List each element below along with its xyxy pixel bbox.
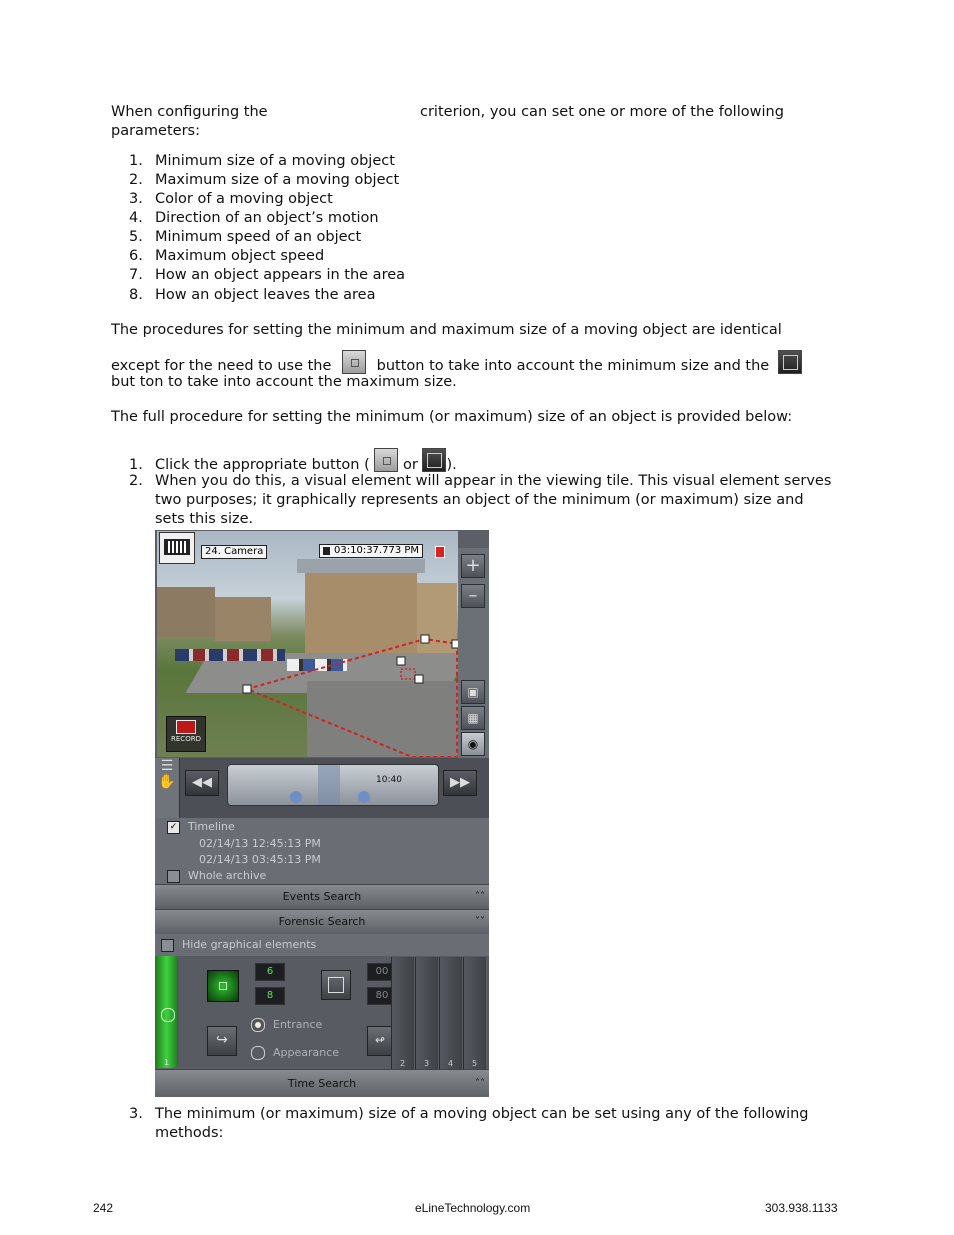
chevron-down-icon: ˅˅ xyxy=(475,916,485,927)
max-size-tool-button[interactable] xyxy=(321,970,351,1000)
timeline-label: Timeline xyxy=(188,820,235,833)
zoom-out-button[interactable]: – xyxy=(461,584,485,608)
prev-frame-icon[interactable] xyxy=(290,791,302,803)
intro-line-1b xyxy=(420,103,784,122)
events-search-header[interactable] xyxy=(155,884,489,909)
timeline-checkbox[interactable]: ✓ xyxy=(167,821,180,834)
eye-icon[interactable]: ◉ xyxy=(461,732,485,756)
record-label: RECORD xyxy=(171,735,201,743)
min-height-field[interactable]: 8 xyxy=(255,987,285,1005)
hide-graphical-label: Hide graphical elements xyxy=(182,938,317,951)
tool-column-2[interactable] xyxy=(391,957,414,1069)
software-screenshot xyxy=(155,530,489,1097)
intro-line-1 xyxy=(111,103,268,122)
alarm-icon xyxy=(435,546,445,558)
rewind-button[interactable]: ◀◀ xyxy=(185,770,219,796)
tool-column-3[interactable] xyxy=(415,957,438,1069)
min-size-button-icon xyxy=(342,350,366,374)
timeline-options xyxy=(155,818,489,884)
pause-icon xyxy=(323,547,330,555)
min-width-field[interactable]: 6 xyxy=(255,963,285,981)
column-number-2: 2 xyxy=(400,1059,406,1068)
max-size-button-icon-2 xyxy=(422,448,446,472)
min-size-button-icon-2 xyxy=(374,448,398,472)
exit-tool-button[interactable]: ↫ xyxy=(367,1026,393,1056)
time-marker: 10:40 xyxy=(376,775,402,785)
forensic-search-header[interactable] xyxy=(155,909,489,934)
appearance-label: Appearance xyxy=(273,1046,340,1059)
record-icon xyxy=(176,720,196,734)
page-number: 242 xyxy=(93,1201,114,1215)
record-button[interactable] xyxy=(166,716,206,752)
parameter-item xyxy=(129,209,379,228)
timeline-track[interactable] xyxy=(227,764,439,806)
procedures-text-2b: button to take into account the minimum size and the xyxy=(376,358,770,374)
timeline-to: 02/14/13 03:45:13 PM xyxy=(199,853,321,866)
parameter-number: 8. xyxy=(129,287,143,303)
parameter-text: Maximum object speed xyxy=(155,248,325,264)
parameter-number: 5. xyxy=(129,229,143,245)
events-search-label: Events Search xyxy=(282,890,362,903)
parameter-text: Color of a moving object xyxy=(155,191,333,207)
chevron-up-icon: ˄˄ xyxy=(475,891,485,902)
hand-tool-icon[interactable]: ☰ ✋ xyxy=(155,758,180,818)
entrance-option[interactable] xyxy=(251,1018,322,1032)
parameter-item xyxy=(129,286,375,305)
column-number-3: 3 xyxy=(424,1059,430,1068)
whole-archive-option[interactable] xyxy=(167,869,266,883)
camera-label: 24. Camera xyxy=(201,545,267,559)
timestamp-text: 03:10:37.773 PM xyxy=(334,545,420,556)
entrance-radio[interactable] xyxy=(251,1018,265,1032)
timeline-cursor[interactable] xyxy=(318,765,340,805)
column-number-1: 1 xyxy=(164,1058,170,1067)
step-2-line-1 xyxy=(129,472,831,491)
parameter-number: 1. xyxy=(129,153,143,169)
step-2-line-3: sets this size. xyxy=(155,511,254,527)
parameter-text: Minimum size of a moving object xyxy=(155,153,395,169)
appearance-option[interactable] xyxy=(251,1046,339,1060)
whole-archive-label: Whole archive xyxy=(188,869,267,882)
parameter-text: Maximum size of a moving object xyxy=(155,172,400,188)
step-3-line-2: methods: xyxy=(155,1125,224,1141)
column-number-5: 5 xyxy=(472,1059,478,1068)
archive-icon[interactable]: ▦ xyxy=(461,706,485,730)
camera-view xyxy=(157,531,458,757)
whole-archive-checkbox[interactable] xyxy=(167,870,180,883)
step-2-number: 2. xyxy=(129,473,143,489)
parameter-item xyxy=(129,266,405,285)
procedures-line-3: but ton to take into account the maximum size. xyxy=(111,374,457,390)
timestamp-label xyxy=(319,544,423,558)
parameter-text: Direction of an object’s motion xyxy=(155,210,379,226)
footer-phone: 303.938.1133 xyxy=(765,1201,838,1215)
footer-site: eLineTechnology.com xyxy=(415,1201,531,1215)
parameter-text: How an object appears in the area xyxy=(155,267,406,283)
min-size-tool-button[interactable] xyxy=(207,970,239,1002)
tool-column-4[interactable] xyxy=(439,957,462,1069)
time-search-label: Time Search xyxy=(287,1077,357,1090)
intro-text-before: When configuring the xyxy=(111,104,268,120)
timeline-from: 02/14/13 12:45:13 PM xyxy=(199,837,321,850)
max-width-field[interactable]: 00 xyxy=(367,963,397,981)
step-2-text-1: When you do this, a visual element will appear in the viewing tile. This visual element serves xyxy=(155,473,832,489)
parameter-number: 4. xyxy=(129,210,143,226)
intro-text-after: criterion, you can set one or more of the following xyxy=(420,104,784,120)
parameter-item xyxy=(129,171,399,190)
intro-line-2: parameters: xyxy=(111,123,200,139)
parameter-number: 3. xyxy=(129,191,143,207)
forward-button[interactable]: ▶▶ xyxy=(443,770,477,796)
time-search-header[interactable] xyxy=(155,1069,489,1097)
column-number-4: 4 xyxy=(448,1059,454,1068)
parameter-item xyxy=(129,228,361,247)
tool-column-1[interactable] xyxy=(155,956,178,1068)
tool-column-5[interactable] xyxy=(463,957,486,1069)
entrance-label: Entrance xyxy=(273,1018,323,1031)
step-1-or: or xyxy=(402,457,418,473)
parameter-number: 7. xyxy=(129,267,143,283)
step-3-number: 3. xyxy=(129,1106,143,1122)
right-toolbar xyxy=(458,548,489,758)
full-procedure-text: The full procedure for setting the minimum (or maximum) size of an object is provided below: xyxy=(111,409,793,425)
step-3-line-1 xyxy=(129,1105,809,1124)
camera-mode-icon[interactable] xyxy=(159,532,195,564)
procedures-text-2a: except for the need to use the xyxy=(111,358,332,374)
parameter-item xyxy=(129,190,333,209)
parameter-number: 6. xyxy=(129,248,143,264)
parameter-number: 2. xyxy=(129,172,143,188)
parameter-item xyxy=(129,247,324,266)
timeline-panel xyxy=(155,758,489,818)
next-frame-icon[interactable] xyxy=(358,791,370,803)
step-1-text: Click the appropriate button ( xyxy=(155,457,370,473)
step-2-line-2: two purposes; it graphically represents an object of the minimum (or maximum) size and xyxy=(155,492,804,508)
step-1-number: 1. xyxy=(129,457,143,473)
parameter-text: How an object leaves the area xyxy=(155,287,376,303)
hide-graphical-option[interactable] xyxy=(155,934,489,956)
max-size-button-icon xyxy=(778,350,802,374)
appearance-radio[interactable] xyxy=(251,1046,265,1060)
zoom-in-button[interactable]: + xyxy=(461,554,485,578)
parameter-text: Minimum speed of an object xyxy=(155,229,362,245)
size-icon xyxy=(161,1008,175,1022)
chevron-up-icon-2: ˄˄ xyxy=(475,1078,485,1089)
hide-graphical-checkbox[interactable] xyxy=(161,939,174,952)
parameter-item xyxy=(129,152,395,171)
forensic-search-label: Forensic Search xyxy=(278,915,366,928)
timeline-option[interactable] xyxy=(167,820,235,834)
direction-tool-button[interactable]: ↪ xyxy=(207,1026,237,1056)
procedures-line-1: The procedures for setting the minimum and maximum size of a moving object are identical xyxy=(111,322,782,338)
step-3-text-1: The minimum (or maximum) size of a moving object can be set using any of the following xyxy=(155,1106,809,1122)
max-height-field[interactable]: 80 xyxy=(367,987,397,1005)
monitor-icon[interactable]: ▣ xyxy=(461,680,485,704)
step-1-end: ). xyxy=(446,457,457,473)
